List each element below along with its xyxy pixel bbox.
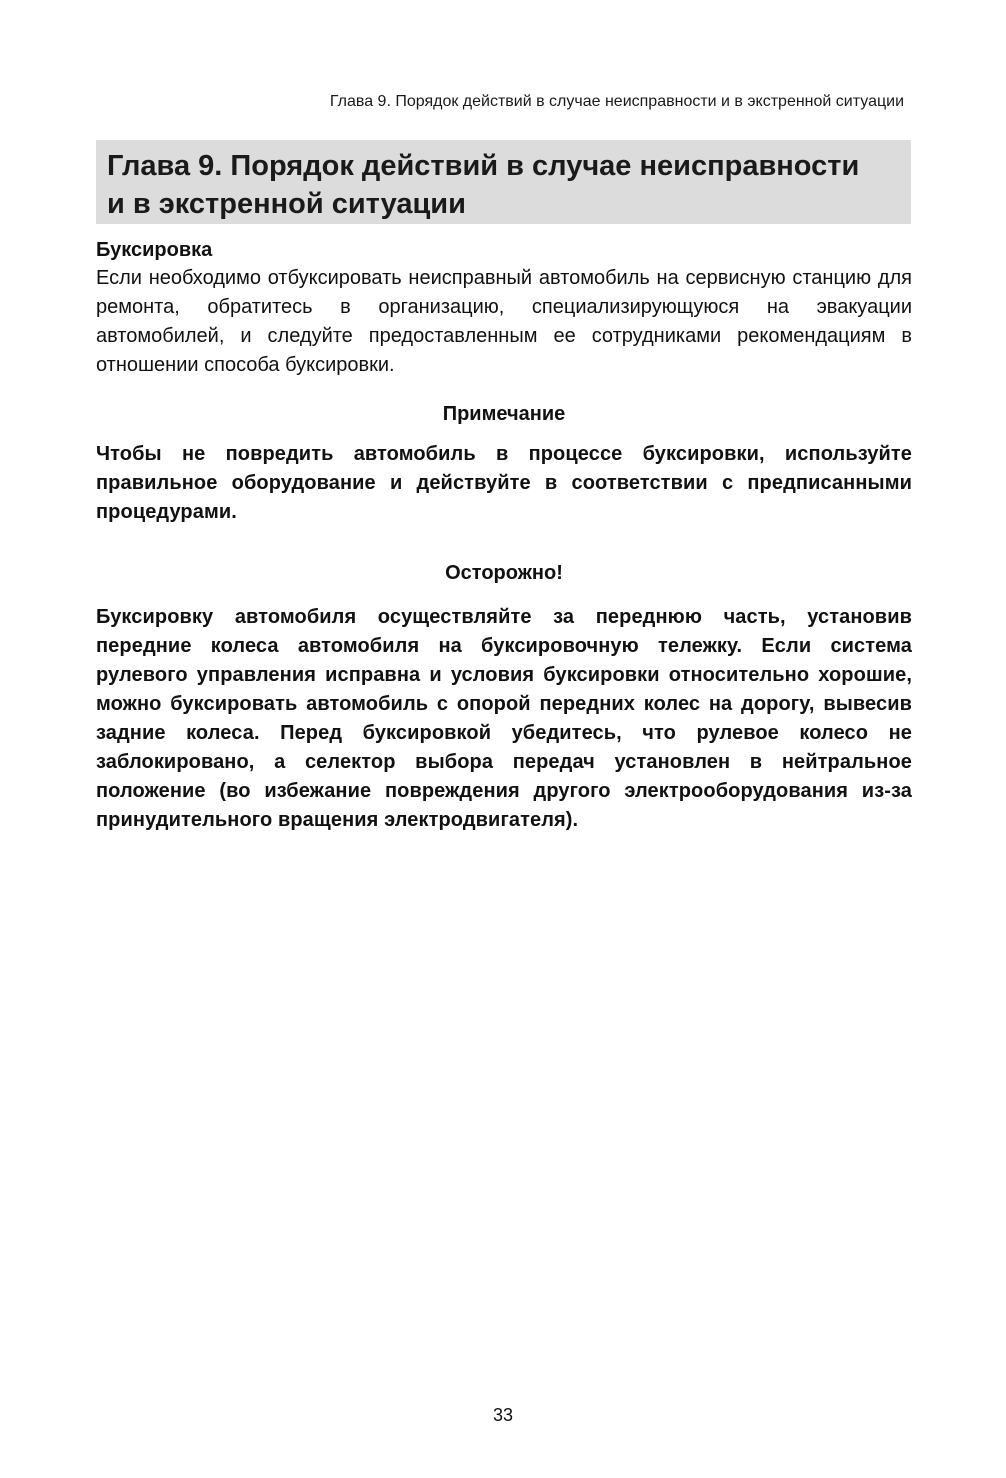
main-content (96, 236, 912, 835)
page-number: 33 (492, 1405, 514, 1425)
chapter-title-line-1: Глава 9. Порядок действий в случае неисправности (107, 150, 860, 182)
note-text: Чтобы не повредить автомобиль в процессе буксировки, используйте правильное оборудование и действуйте в соответствии с предписанными процедурами. (96, 443, 912, 523)
chapter-title (107, 147, 911, 223)
caution-title: Осторожно! (445, 562, 563, 584)
towing-heading: Буксировка (96, 239, 213, 261)
chapter-title-box (96, 140, 911, 224)
note-title: Примечание (442, 403, 566, 425)
towing-paragraph: Если необходимо отбуксировать неисправный автомобиль на сервисную станцию для ремонта, обратитесь в организацию, специализирующуюся на эвакуации автомобилей, и следуйте предоставленным ее сотрудниками рекомендациям в отношении способа буксировки. (96, 267, 912, 376)
running-header: Глава 9. Порядок действий в случае неисправности и в экстренной ситуации (329, 93, 904, 110)
chapter-title-line-2: и в экстренной ситуации (107, 188, 466, 220)
caution-text: Буксировку автомобиля осуществляйте за переднюю часть, установив передние колеса автомобиля на буксировочную тележку. Если система рулевого управления исправна и условия буксировки относительно хорошие, можно буксировать автомобиль с опорой передних колес на дорогу, вывесив задние колеса. Перед буксировкой убедитесь, что рулевое колесо не заблокировано, а селектор выбора передач установлен в нейтральное положение (во избежание повреждения другого электрооборудования из-за принудительного вращения электродвигателя). (96, 606, 912, 831)
